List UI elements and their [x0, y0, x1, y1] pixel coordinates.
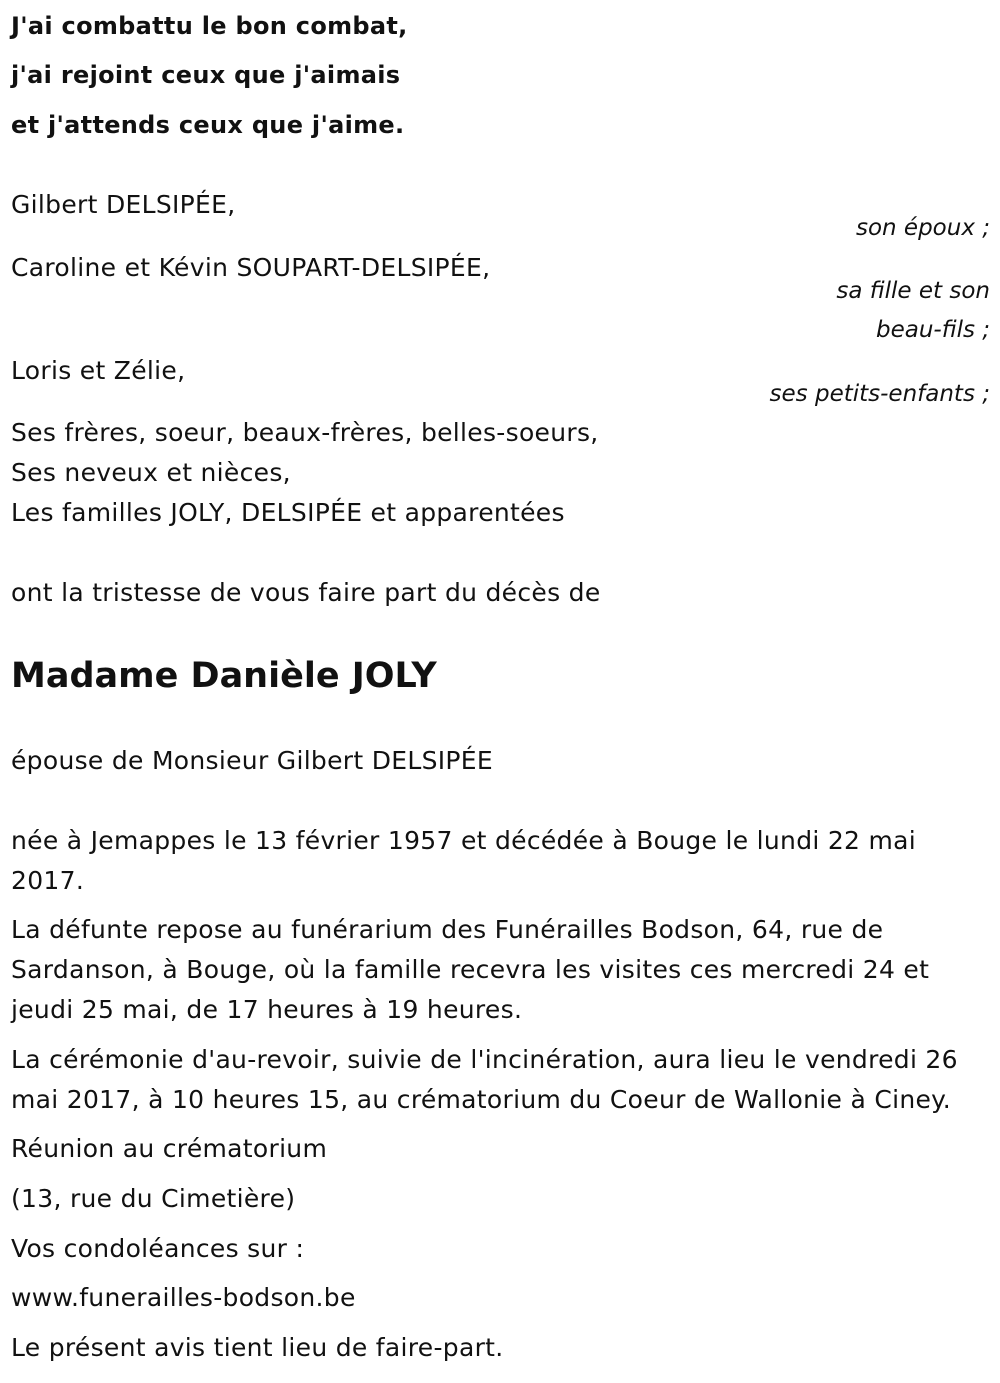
repose-line-1: La défunte repose au funérarium des Funérailles Bodson, 64, rue de: [11, 915, 884, 944]
daughter-name: Caroline et Kévin SOUPART-DELSIPÉE,: [11, 253, 491, 282]
announcement-text: ont la tristesse de vous faire part du décès de: [11, 578, 601, 607]
birth-death-line-2: 2017.: [11, 866, 85, 895]
epitaph-line-1: J'ai combattu le bon combat,: [11, 12, 408, 40]
grandchildren-role: ses petits-enfants ;: [769, 381, 990, 407]
birth-death-line-1: née à Jemappes le 13 février 1957 et décédée à Bouge le lundi 22 mai: [11, 826, 917, 855]
repose-line-3: jeudi 25 mai, de 17 heures à 19 heures.: [11, 995, 523, 1024]
epitaph-line-3: et j'attends ceux que j'aime.: [11, 111, 405, 139]
address-line: (13, rue du Cimetière): [11, 1184, 296, 1213]
daughter-role-line-2: beau-fils ;: [875, 317, 990, 343]
spouse-of-text: épouse de Monsieur Gilbert DELSIPÉE: [11, 746, 493, 775]
daughter-role-line-1: sa fille et son: [836, 278, 990, 304]
website-link[interactable]: www.funerailles-bodson.be: [11, 1283, 356, 1312]
notice-line: Le présent avis tient lieu de faire-part.: [11, 1333, 504, 1362]
grandchildren-names: Loris et Zélie,: [11, 356, 186, 385]
meeting-line: Réunion au crématorium: [11, 1134, 328, 1163]
siblings-line: Ses frères, soeur, beaux-frères, belles-soeurs,: [11, 418, 599, 447]
ceremony-line-1: La cérémonie d'au-revoir, suivie de l'incinération, aura lieu le vendredi 26: [11, 1045, 958, 1074]
families-line: Les familles JOLY, DELSIPÉE et apparentées: [11, 498, 565, 527]
deceased-name: Madame Danièle JOLY: [11, 656, 437, 696]
nephews-line: Ses neveux et nièces,: [11, 458, 291, 487]
ceremony-line-2: mai 2017, à 10 heures 15, au crématorium du Coeur de Wallonie à Ciney.: [11, 1085, 951, 1114]
condolences-line: Vos condoléances sur :: [11, 1234, 305, 1263]
spouse-role: son époux ;: [855, 215, 990, 241]
epitaph-line-2: j'ai rejoint ceux que j'aimais: [11, 61, 401, 89]
repose-line-2: Sardanson, à Bouge, où la famille recevra les visites ces mercredi 24 et: [11, 955, 930, 984]
spouse-name: Gilbert DELSIPÉE,: [11, 190, 236, 219]
